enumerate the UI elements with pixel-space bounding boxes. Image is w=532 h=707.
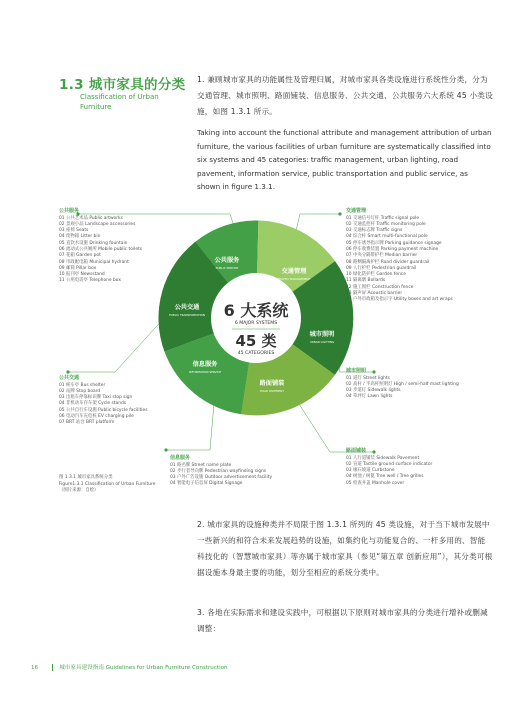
list-item: 04 树池 / 树篦 Tree well / Tree grilles (346, 474, 424, 480)
list-item: 04 废物箱 Litter bin (59, 234, 101, 240)
group-title-pavement: 路面铺装 (346, 448, 367, 454)
intro-paragraph-en: Taking into account the functional attribute and management attribution of urban furniture, the various facilities of urban furniture are systematically classified into six systems and 45 categories: traffic management, urban lighting, road pavement, information service, public transportation and public service, as shown in figure 1.3.1. (197, 128, 492, 191)
page-footer (31, 663, 228, 671)
group-title-information: 信息服务 (170, 455, 191, 461)
list-item: 01 路名牌 Street name plate (170, 462, 232, 468)
caption-line-en: Figure1.3.1 Classification of Urban Furniture (59, 481, 156, 487)
paragraph-3: 3. 各地在实际需求和建设实践中，可根据以下原则对城市家具的分类进行增补或删减调整： (197, 608, 488, 633)
list-item: 11 隔离墩 Bollards (346, 278, 386, 284)
figure-caption (59, 475, 155, 495)
list-item: 05 检查井盖 Manhole cover (346, 480, 405, 486)
list-item: 03 户外广告设施 Outdoor advertisement facility (170, 475, 273, 481)
section-english-title: Classification of Urban Furniture (80, 93, 159, 111)
list-item: 09 人行护栏 Pedestrian guardrail (346, 265, 417, 271)
list-item: 01 交通信号灯杆 Traffic signal pole (346, 215, 420, 221)
list-item: 11 公用电话亭 Telephone box (59, 278, 121, 284)
center-categories-en: 45 CATEGORIES (237, 351, 275, 356)
list-item: 04 非机动车存车架 Cycle stands (59, 401, 127, 407)
list-item: 03 交通标志牌 Traffic signs (346, 228, 403, 234)
seg-en-public-transport: PUBLIC TRANSPORTATION (169, 313, 205, 317)
page-number: 16 (31, 665, 39, 671)
caption-source: （图片来源：自绘） (59, 488, 99, 494)
group-lighting (346, 368, 459, 401)
group-traffic (346, 208, 453, 304)
list-item: 07 中央分隔带护栏 Median barrier (346, 253, 418, 259)
caption-line-cn: 图 1.3.1 城市家具系统分类 (59, 475, 113, 480)
seg-label-information: 信息服务 (192, 361, 218, 368)
list-item: 05 公共自行车设施 Public bicycle facilities (59, 407, 148, 413)
seg-en-public-service: PUBLIC SERVICE (215, 266, 239, 270)
list-item: 10 报刊亭 Newsstand (59, 272, 105, 278)
seg-label-pavement: 路面铺装 (259, 380, 285, 387)
list-item: 08 路侧隔离护栏 Road divider guardrail (346, 259, 430, 265)
list-item: 02 交通监控杆 Traffic monitoring pole (346, 221, 426, 227)
intro-paragraph-cn: 1. 兼顾城市家具的功能属性及管理归属，对城市家具各类设施进行系统性分类，分为交通管理、城市照明、路面铺装、信息服务、公共交通、公共服务六大系统 45 小类设施，如图 1.3.1 所示。 (197, 75, 493, 116)
seg-label-public-service: 公共服务 (214, 257, 240, 264)
group-public-service (59, 208, 142, 285)
list-item: 08 市政配电箱 Municipal hydrant (59, 259, 129, 265)
list-item: 06 流动式公共厕所 Mobile public toilets (59, 246, 143, 252)
list-item: 07 花箱 Garden pot (59, 253, 101, 259)
list-item: 02 景观小品 Landscape accessories (59, 221, 136, 227)
list-item: 05 直饮水设施 Drinking fountain (59, 240, 128, 246)
list-item: 12 施工围栏 Construction fence (346, 284, 414, 290)
list-item: 04 草坪灯 Lawn lights (346, 394, 393, 400)
seg-en-lighting: URBAN LIGHTING (309, 340, 335, 344)
list-item: 06 停车收费装置 Parking payment machine (346, 246, 439, 252)
list-item: 02 高杆 / 半高杆照明灯 High / semi-half mast lighting (346, 381, 459, 387)
seg-en-traffic: TRAFFIC MANAGEMENT (277, 277, 311, 281)
group-title-public-service: 公共服务 (59, 208, 80, 214)
list-item: 01 候车亭 Bus shelter (59, 382, 106, 388)
center-systems: 6 大系统 (223, 301, 289, 320)
seg-en-information: INFORMATION SERVICE (188, 370, 222, 374)
list-item: 03 缘石坡道 Curbstone (346, 468, 395, 474)
list-item: 01 道灯 Street lights (346, 375, 390, 381)
list-item: 03 步道灯 Sidewalk lights (346, 388, 401, 394)
list-item: 01 人行道铺装 Sidewalk Pavement (346, 455, 420, 461)
list-item: 06 电动汽车充电桩 EV charging pile (59, 413, 134, 419)
list-item: 02 站牌 Stop board (59, 388, 101, 394)
list-item: 14 户外市政箱及指示字 Utility boxes and art wraps (346, 297, 453, 303)
paragraph-2: 2. 城市家具的设施种类并不局限于图 1.3.1 所列的 45 类设施，对于当下城市发展中一些新兴的和符合未来发展趋势的设施，如集约化与功能复合的、一杆多用的、智能科技化的（智慧城市家具）等亦属于城市家具（参见“第五章 创新应用”），其分类可根据设施本身最主要的功能，划分至相应的系统分类中。 (197, 520, 493, 577)
group-public-transport (59, 375, 148, 427)
list-item: 04 综合杆 Smart multi-functional pole (346, 234, 428, 240)
list-item: 02 步行者导向牌 Pedestrian wayfinding signs (170, 468, 267, 474)
list-item: 10 绿化防护栏 Garden fence (346, 272, 406, 278)
center-systems-en: 6 MAJOR SYSTEMS (234, 321, 278, 326)
group-information (170, 455, 272, 488)
group-title-traffic: 交通管理 (346, 208, 367, 214)
footer-text: 城市家具建设指南 Guidelines for Urban Furniture Construction (59, 665, 228, 671)
list-item: 03 座椅 Seats (59, 228, 89, 234)
seg-label-public-transport: 公共交通 (174, 304, 200, 311)
seg-en-pavement: ROAD PAVEMENT (260, 389, 284, 393)
list-item: 13 隔声屏 Acoustic barrier (346, 291, 403, 297)
list-item: 04 智能电子信息屏 Digital Signage (170, 481, 243, 487)
list-item: 01 公共艺术品 Public artworks (59, 215, 123, 221)
list-item: 05 停车诱导指示牌 Parking guidance signage (346, 240, 442, 246)
group-pavement (346, 448, 432, 487)
list-item: 07 BRT 站台 BRT platform (59, 420, 115, 426)
list-item: 03 出租车停靠标识牌 Taxi stop sign (59, 395, 133, 401)
center-categories: 45 类 (235, 332, 277, 350)
list-item: 02 盲道 Tactile ground surface indicator (346, 461, 433, 467)
seg-label-lighting: 城市照明 (309, 331, 335, 338)
group-title-public-transport: 公共交通 (59, 375, 80, 381)
list-item: 09 邮筒 Pillar box (59, 265, 97, 271)
seg-label-traffic: 交通管理 (281, 268, 307, 275)
section-title: 1.3 城市家具的分类 (59, 77, 186, 93)
group-title-lighting: 城市照明 (346, 368, 367, 374)
